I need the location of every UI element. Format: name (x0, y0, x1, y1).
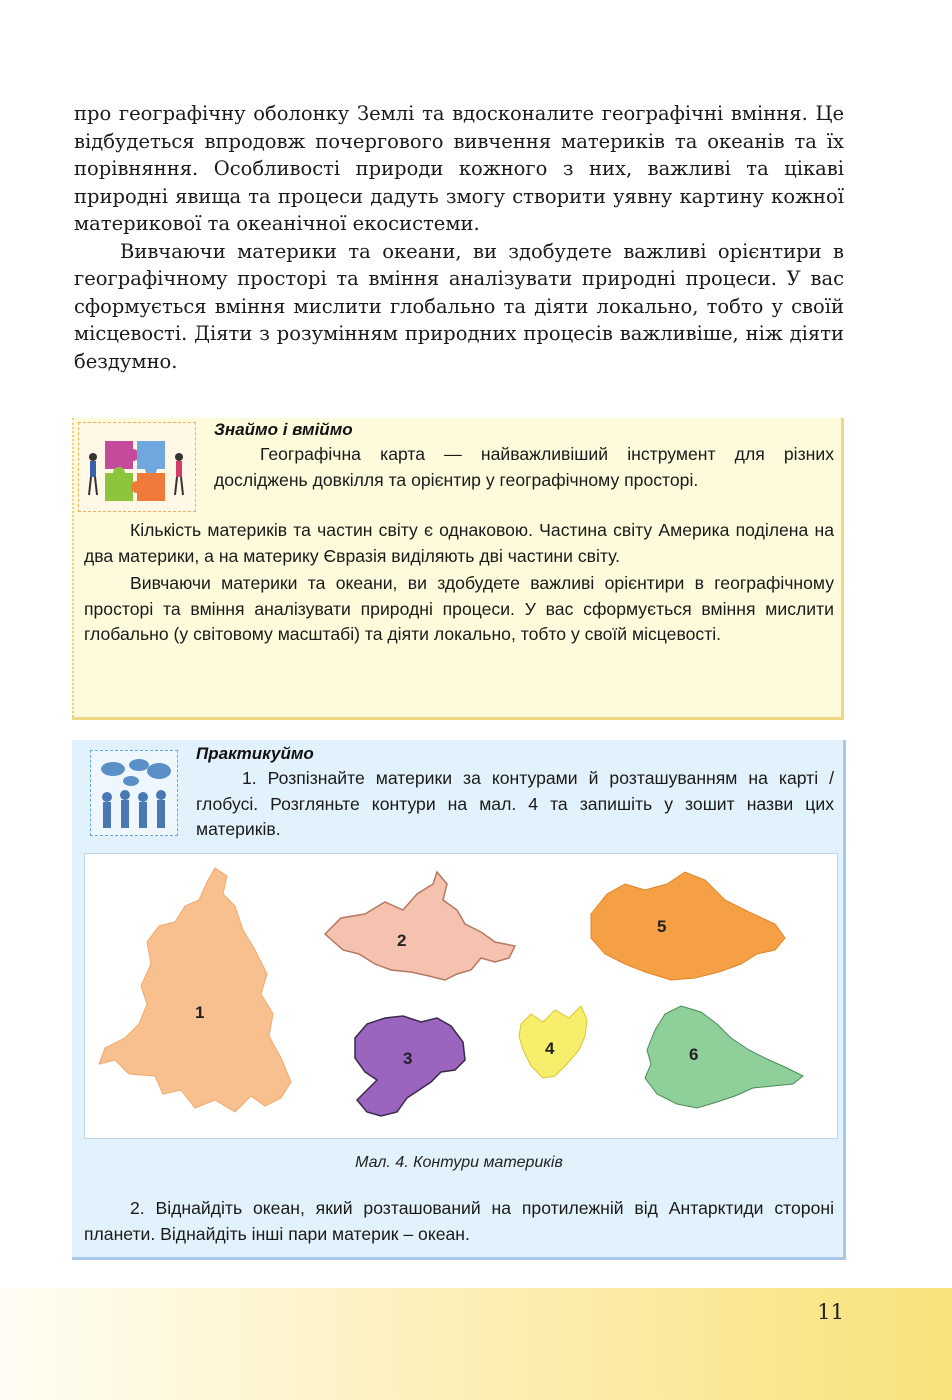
page-footer-band (0, 1288, 952, 1400)
continent-outline-2 (325, 872, 515, 980)
continent-outline-1 (99, 868, 291, 1112)
world-map-people-icon (90, 750, 178, 836)
know-box-text-1: Географічна карта — найважливіший інструмент для різних досліджень довкілля та орієнтир у географічному просторі. (214, 444, 834, 490)
continent-outlines-figure (84, 853, 838, 1139)
intro-paragraph-2: Вивчаючи материки та океани, ви здобудете важливі орієнтири в географічному просторі та вміння аналізувати природні процеси. У вас сформується вміння мислити глобально та діяти локально, тобто у своїй місцевості. Діяти з розумінням природних процесів важливіше, ніж діяти бездумно. (74, 239, 844, 373)
know-box-text-3: Вивчаючи материки та океани, ви здобудете важливі орієнтири в географічному просторі та вміння аналізувати природні процеси. У вас сформується вміння мислити глобально (у світовому масштабі) та діяти локально, тобто у своїй місцевості. (84, 573, 834, 644)
continent-label-1: 1 (195, 1003, 205, 1022)
continent-label-4: 4 (545, 1039, 555, 1058)
continent-label-3: 3 (403, 1049, 413, 1068)
intro-paragraph-1: про географічну оболонку Землі та вдосконалите географічні вміння. Це відбудеться впродовж почергового вивчення материків та океанів та їх порівняння. Особливості природи кожного з них, важливі та цікаві природні явища та процеси дадуть змогу створити уявну картину кожної материкової та океанічної екосистеми. (74, 102, 844, 235)
practice-box (72, 740, 846, 1260)
know-box-paragraphs (84, 518, 834, 648)
know-box-text-2: Кількість материків та частин світу є однаковою. Частина світу Америка поділена на два материки, а на материку Євразія виділяють дві частини світу. (84, 520, 834, 566)
page-number: 11 (817, 1300, 844, 1324)
practice-task-1-text: 1. Розпізнайте материки за контурами й розташуванням на карті / глобусі. Розгляньте контури на мал. 4 та запишіть у зошит назви цих материків. (196, 768, 834, 839)
practice-task-2-text: 2. Віднайдіть океан, який розташований на протилежній від Антарктиди стороні планети. Віднайдіть інші пари материк – океан. (84, 1198, 834, 1244)
practice-task-1 (196, 766, 834, 843)
practice-box-heading: Практикуймо (196, 744, 314, 763)
know-box-paragraph-1 (214, 442, 834, 493)
continent-outlines-svg (85, 854, 837, 1138)
intro-text (74, 100, 844, 375)
continent-label-5: 5 (657, 917, 667, 936)
practice-task-2 (84, 1196, 834, 1247)
figure-caption: Мал. 4. Контури материків (355, 1154, 563, 1171)
know-box (72, 418, 844, 720)
puzzle-people-icon (78, 422, 196, 512)
continent-outline-6 (645, 1006, 803, 1108)
continent-label-6: 6 (689, 1045, 699, 1064)
continent-outline-5 (591, 872, 785, 980)
continent-label-2: 2 (397, 931, 407, 950)
dotted-border (72, 418, 76, 717)
know-box-heading: Знаймо і вміймо (214, 420, 353, 439)
